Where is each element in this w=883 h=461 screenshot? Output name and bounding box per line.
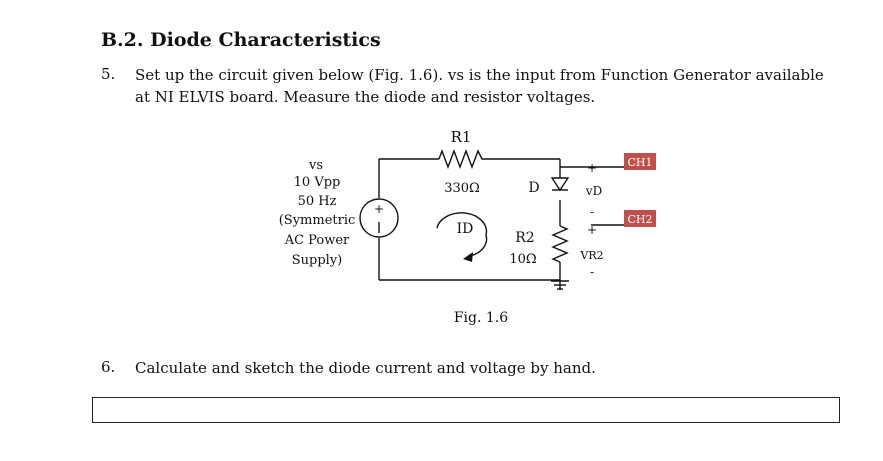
item-5-number: 5. — [101, 65, 116, 83]
answer-box[interactable] — [92, 397, 840, 423]
diode-label: D — [528, 180, 540, 196]
item-5-text-line1: Set up the circuit given below (Fig. 1.6). vs is the input from Function Generator available — [135, 66, 824, 84]
vr2-plus: + — [586, 223, 598, 237]
r2-label: R2 — [515, 230, 535, 246]
current-label: ID — [456, 221, 474, 237]
item-6-number: 6. — [101, 358, 116, 376]
vd-minus: - — [589, 205, 595, 219]
r1-resistor-symbol — [439, 151, 485, 167]
vd-label: vD — [585, 184, 603, 198]
source-amplitude: 10 Vpp — [293, 175, 341, 190]
ch1-label: CH1 — [627, 156, 653, 169]
ch2-label: CH2 — [627, 213, 653, 226]
figure-caption: Fig. 1.6 — [453, 310, 509, 326]
diode-symbol — [552, 178, 568, 190]
source-label: vs — [308, 158, 324, 173]
source-desc-line1: (Symmetric — [278, 213, 356, 228]
vr2-label: VR2 — [580, 249, 604, 262]
vd-plus: + — [586, 161, 598, 175]
source-desc-line2: AC Power — [284, 233, 350, 248]
r1-value: 330Ω — [444, 181, 480, 196]
r2-value: 10Ω — [509, 252, 537, 267]
current-arrow-head — [463, 252, 473, 262]
section-title: B.2. Diode Characteristics — [101, 29, 381, 51]
source-desc-line3: Supply) — [291, 253, 343, 268]
item-6-text: Calculate and sketch the diode current and voltage by hand. — [135, 359, 596, 377]
r1-label: R1 — [450, 128, 472, 146]
r2-resistor-symbol — [553, 226, 567, 262]
vr2-minus: - — [589, 265, 595, 279]
source-frequency: 50 Hz — [297, 194, 337, 209]
source-plus: + — [373, 202, 385, 216]
item-5-text-line2: at NI ELVIS board. Measure the diode and resistor voltages. — [135, 88, 596, 106]
